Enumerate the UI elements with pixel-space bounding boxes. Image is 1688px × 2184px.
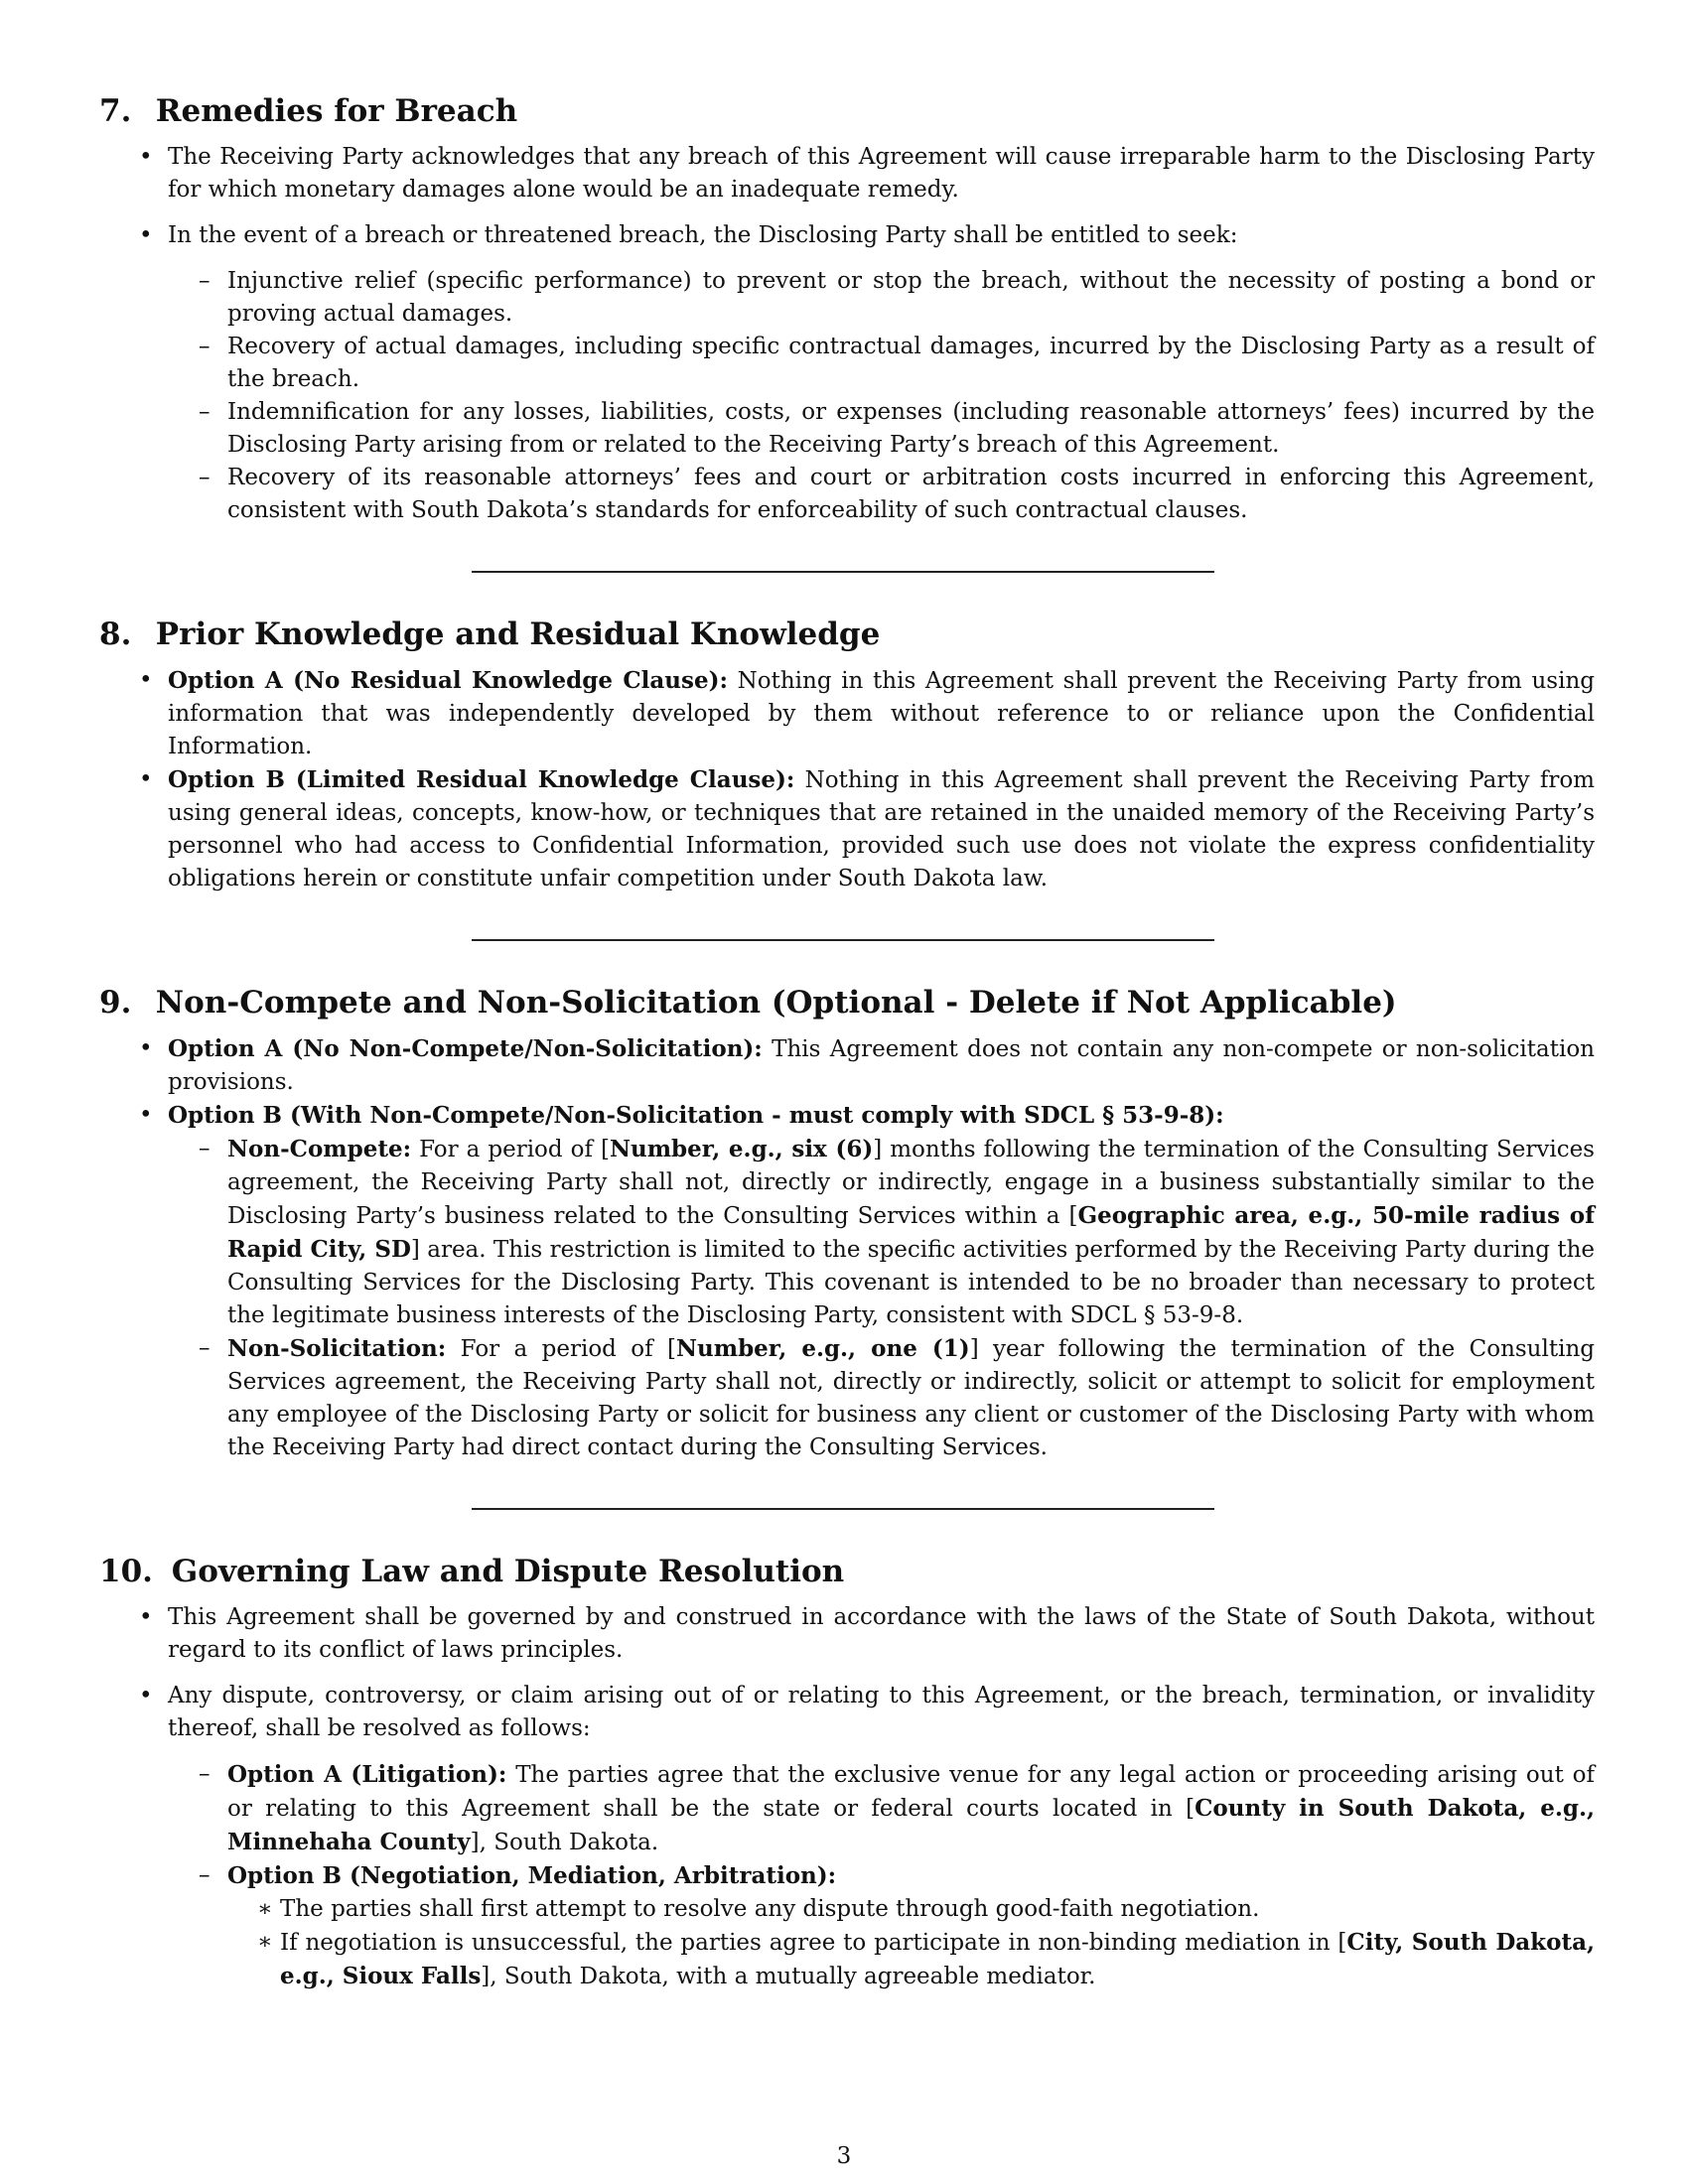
- list-item: • This Agreement shall be governed by and construed in accordance with the laws of the State of South Dakota, without regard to its conflict of laws principles.: [99, 1601, 1595, 1667]
- section-heading: [99, 614, 1595, 654]
- section-heading: [99, 1552, 1595, 1591]
- option-text: Nothing in this Agreement shall prevent the Receiving Party from using information that was independently developed by them without reference to or reliance upon the Confidential Information.: [168, 668, 1595, 759]
- option-text: Nothing in this Agreement shall prevent the Receiving Party from using general ideas, concepts, know-how, or techniques that are retained in the unaided memory of the Receiving Party’s personnel who had access to Confidential Information, provided such use does not violate the express confidentiality obligations herein or constitute unfair competition under South Dakota law.: [168, 767, 1595, 891]
- clause-label: Non-Solicitation:: [227, 1335, 447, 1362]
- clause-text: For a period of [: [411, 1137, 610, 1162]
- list-item: [99, 664, 1595, 763]
- sub-list-item: – Indemnification for any losses, liabilities, costs, or expenses (including reasonable attorneys’ fees) incurred by the Disclosing Party arising from or related to the Receiving Party’s breach of this Agreement.: [99, 396, 1595, 462]
- bullet-list: [99, 1601, 1595, 1993]
- placeholder-field: Number, e.g., one (1): [676, 1335, 970, 1362]
- list-item: [99, 1099, 1595, 1464]
- section-8: [99, 614, 1595, 895]
- option-label: Option B (Limited Residual Knowledge Clause):: [168, 766, 795, 793]
- option-text: This Agreement does not contain any non-compete or non-solicitation provisions.: [168, 1036, 1595, 1095]
- section-number: 10.: [99, 1554, 153, 1589]
- clause-text: ] year following the termination of the Consulting Services agreement, the Receiving Party shall not, directly or indirectly, solicit or attempt to solicit for employment any employee of the Disclosing Party or solicit for business any client or customer of the Disclosing Party with whom the Receiving Party had direct contact during the Consulting Services.: [227, 1336, 1595, 1460]
- list-item: [99, 1680, 1595, 1993]
- sub-sub-list-item: [99, 1926, 1595, 1993]
- clause-text: The parties agree that the exclusive venue for any legal action or proceeding arising out of or relating to this Agreement shall be the state or federal courts located in [: [227, 1762, 1595, 1822]
- section-heading: [99, 983, 1595, 1023]
- section-divider: [472, 571, 1214, 573]
- list-item: [99, 1032, 1595, 1099]
- clause-label: Non-Compete:: [227, 1136, 412, 1162]
- sub-list-item: – Recovery of actual damages, including specific contractual damages, incurred by the Disclosing Party as a result of the breach.: [99, 331, 1595, 396]
- section-title: Prior Knowledge and Residual Knowledge: [155, 616, 881, 652]
- option-label: Option A (Litigation):: [227, 1761, 507, 1788]
- list-item: [99, 763, 1595, 895]
- option-label: Option B (With Non-Compete/Non-Solicitation - must comply with SDCL § 53-9-8):: [168, 1102, 1224, 1129]
- placeholder-field: City, South Dakota, e.g., Sioux Falls: [280, 1929, 1595, 1989]
- sub-list-item-non-solicitation: [99, 1332, 1595, 1464]
- clause-text: If negotiation is unsuccessful, the parties agree to participate in non-binding mediation in [: [280, 1930, 1347, 1956]
- clause-text: For a period of [: [446, 1336, 676, 1362]
- section-7: [99, 91, 1595, 527]
- section-title: Remedies for Breach: [155, 93, 518, 129]
- list-item-text: Any dispute, controversy, or claim arising out of or relating to this Agreement, or the breach, termination, or invalidity thereof, shall be resolved as follows:: [168, 1683, 1595, 1741]
- sub-list-item-litigation: [99, 1758, 1595, 1859]
- document-page: [99, 91, 1595, 1993]
- option-label: Option B (Negotiation, Mediation, Arbitration):: [227, 1862, 837, 1889]
- placeholder-field: Number, e.g., six (6): [609, 1136, 874, 1162]
- clause-text: ], South Dakota.: [470, 1830, 659, 1855]
- bullet-list: [99, 664, 1595, 895]
- sub-sub-list-item: ∗ The parties shall first attempt to resolve any dispute through good-faith negotiation.: [99, 1893, 1595, 1926]
- list-item: • The Receiving Party acknowledges that any breach of this Agreement will cause irreparable harm to the Disclosing Party for which monetary damages alone would be an inadequate remedy.: [99, 141, 1595, 206]
- sub-list-item-non-compete: [99, 1133, 1595, 1332]
- bullet-list: [99, 1032, 1595, 1464]
- section-number: 8.: [99, 616, 132, 652]
- section-divider: [472, 939, 1214, 941]
- sub-list-item: – Recovery of its reasonable attorneys’ fees and court or arbitration costs incurred in enforcing this Agreement, consistent with South Dakota’s standards for enforceability of such contractual clauses.: [99, 462, 1595, 527]
- sub-list-item: – Injunctive relief (specific performance) to prevent or stop the breach, without the necessity of posting a bond or proving actual damages.: [99, 265, 1595, 331]
- sub-list: [99, 1758, 1595, 1993]
- placeholder-field: Geographic area, e.g., 50-mile radius of Rapid City, SD: [227, 1202, 1595, 1263]
- option-label: Option A (No Non-Compete/Non-Solicitation):: [168, 1035, 763, 1062]
- sub-list-item-negotiation: [99, 1859, 1595, 1993]
- section-9: [99, 983, 1595, 1464]
- page-number: 3: [836, 2143, 852, 2169]
- sub-list: [99, 1133, 1595, 1464]
- sub-sub-list: [99, 1893, 1595, 1993]
- option-label: Option A (No Residual Knowledge Clause):: [168, 667, 728, 694]
- section-number: 7.: [99, 93, 132, 129]
- section-title: Governing Law and Dispute Resolution: [171, 1554, 845, 1589]
- clause-text: ] months following the termination of the Consulting Services agreement, the Receiving Party shall not, directly or indirectly, engage in a business substantially similar to the Disclosing Party’s business related to the Consulting Services within a [: [227, 1137, 1595, 1229]
- section-heading: [99, 91, 1595, 131]
- placeholder-field: County in South Dakota, e.g., Minnehaha County: [227, 1795, 1596, 1855]
- section-10: [99, 1552, 1595, 1993]
- list-item-text: In the event of a breach or threatened breach, the Disclosing Party shall be entitled to seek:: [168, 222, 1238, 248]
- section-title: Non-Compete and Non-Solicitation (Optional - Delete if Not Applicable): [155, 985, 1397, 1021]
- list-item: [99, 219, 1595, 527]
- bullet-list: [99, 141, 1595, 527]
- clause-text: ], South Dakota, with a mutually agreeable mediator.: [481, 1964, 1096, 1989]
- sub-list: [99, 265, 1595, 527]
- section-divider: [472, 1508, 1214, 1510]
- section-number: 9.: [99, 985, 132, 1021]
- clause-text: ] area. This restriction is limited to the specific activities performed by the Receiving Party during the Consulting Services for the Disclosing Party. This covenant is intended to be no broader than necessary to protect the legitimate business interests of the Disclosing Party, consistent with SDCL § 53-9-8.: [227, 1237, 1596, 1328]
